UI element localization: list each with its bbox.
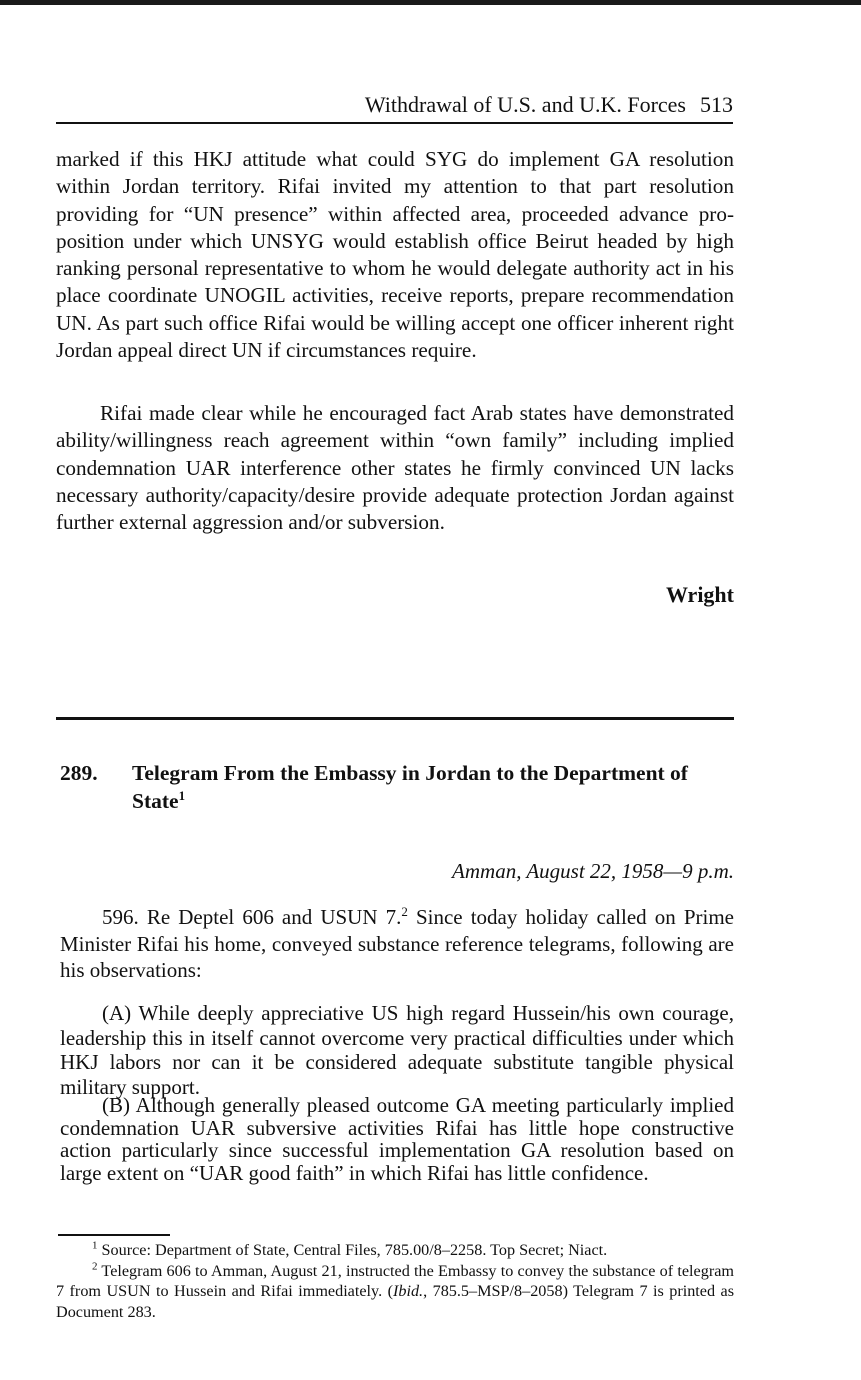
footnotes xyxy=(56,1240,734,1322)
paragraph-text: (B) Although generally pleased outcome GA meeting particularly implied condemnation UAR subversive activities Rifai has little hope constructive action particularly since successful implementation GA resolution based on large extent on “UAR good faith” in which Rifai has little confidence. xyxy=(60,1093,734,1185)
section-divider xyxy=(56,717,734,720)
running-head-title: Withdrawal of U.S. and U.K. Forces xyxy=(364,92,686,117)
telegram-paragraph-a xyxy=(60,1001,734,1099)
footnote-ibid: Ibid. xyxy=(392,1282,424,1300)
footnote-divider xyxy=(58,1234,170,1236)
footnote-marker: 1 xyxy=(92,1239,98,1252)
footnote-text: Source: Department of State, Central Files, 785.00/8–2258. Top Secret; Niact. xyxy=(97,1241,608,1259)
paragraph-text: (A) While deeply appreciative US high regard Hussein/his own courage, leadership this in itself cannot overcome very practical difficulties under which HKJ labors nor can it be considered adequate substitute tangible physical military support. xyxy=(60,1001,734,1099)
document-title-text: Telegram From the Embassy in Jordan to the Department of State xyxy=(132,761,688,813)
footnote-text-rest: , 785.5–MSP/8–2058) Telegram 7 is printed as Document 283. xyxy=(56,1282,735,1321)
running-head xyxy=(56,90,733,124)
dateline: Amman, August 22, 1958—9 p.m. xyxy=(452,859,734,883)
paragraph-text: Rifai made clear while he encouraged fact Arab states have demonstrated ability/willingness reach agreement within “own family” including implied condemnation UAR interference other states he firmly convinced UN lacks necessary authority/capacity/desire provide adequate protection Jordan against further external aggression and/or subversion. xyxy=(56,401,734,535)
prev-document-paragraph-2 xyxy=(56,400,734,536)
document-title xyxy=(132,759,742,815)
footnote-text: Telegram 606 to Amman, August 21, instructed the Embassy to convey the substance of telegram 7 from USUN to Hussein and Rifai immediately. ( xyxy=(56,1261,734,1300)
telegram-paragraph-b xyxy=(60,1094,734,1184)
footnote-marker: 2 xyxy=(92,1260,98,1273)
paragraph-text: 596. Re Deptel 606 and USUN 7. xyxy=(102,905,402,929)
telegram-paragraph-1 xyxy=(60,904,734,984)
document-number: 289. xyxy=(60,761,98,785)
signature: Wright xyxy=(665,582,734,607)
footnote-1 xyxy=(56,1240,734,1261)
footnote-2 xyxy=(56,1261,734,1323)
prev-document-paragraph-1 xyxy=(56,146,734,364)
footnote-ref-2[interactable]: 2 xyxy=(401,904,408,919)
paragraph-text-rest: Since today holiday called on Prime Minister Rifai his home, conveyed substance reference telegrams, following are his observations: xyxy=(60,905,735,982)
page-number: 513 xyxy=(700,92,733,117)
page-top-edge xyxy=(0,0,861,5)
footnote-ref-1[interactable]: 1 xyxy=(178,787,186,803)
paragraph-text: marked if this HKJ attitude what could SYG do implement GA resolution within Jordan territory. Rifai invited my attention to that part resolution providing for “UN presence” within affected area, proceeded advance pro-position under which UNSYG would establish office Beirut headed by high ranking personal representative to whom he would delegate authority act in his place coordinate UNOGIL activities, receive reports, prepare recommendation UN. As part such office Rifai would be willing accept one officer inherent right Jordan appeal direct UN if circumstances require. xyxy=(56,147,734,363)
